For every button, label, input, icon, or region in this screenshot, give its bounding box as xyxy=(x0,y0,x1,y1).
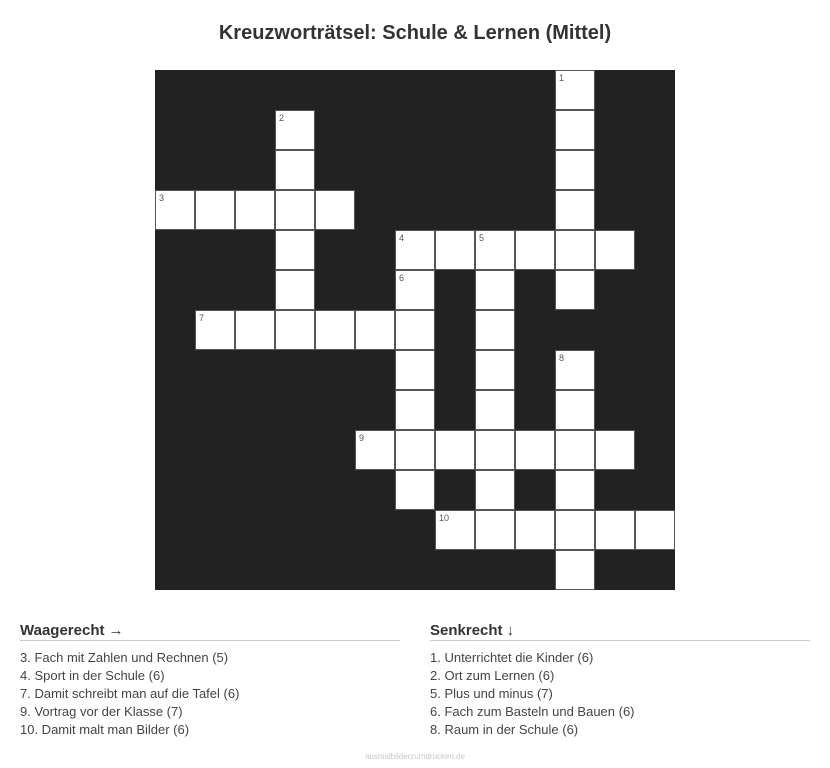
across-clue: 4. Sport in der Schule (6) xyxy=(20,668,165,683)
crossword-cell[interactable] xyxy=(475,230,515,270)
down-clues-section xyxy=(430,622,810,739)
down-clue: 1. Unterrichtet die Kinder (6) xyxy=(430,650,594,665)
crossword-cell[interactable] xyxy=(555,550,595,590)
crossword-cell[interactable] xyxy=(435,510,475,550)
down-clue: 5. Plus und minus (7) xyxy=(430,686,553,701)
down-clue: 2. Ort zum Lernen (6) xyxy=(430,668,555,683)
crossword-cell[interactable] xyxy=(515,430,555,470)
across-clue: 3. Fach mit Zahlen und Rechnen (5) xyxy=(20,650,229,665)
crossword-cell[interactable] xyxy=(155,190,195,230)
crossword-cell[interactable] xyxy=(555,350,595,390)
crossword-cell[interactable] xyxy=(555,470,595,510)
clue-number: 3 xyxy=(159,193,165,203)
crossword-cell[interactable] xyxy=(475,390,515,430)
crossword-cell[interactable] xyxy=(355,310,395,350)
arrow-right-icon: → xyxy=(108,622,124,639)
crossword-cell[interactable] xyxy=(275,110,315,150)
crossword-cell[interactable] xyxy=(395,430,435,470)
crossword-cell[interactable] xyxy=(435,430,475,470)
crossword-cell[interactable] xyxy=(475,470,515,510)
crossword-grid xyxy=(155,70,675,590)
crossword-cell[interactable] xyxy=(595,510,635,550)
crossword-cell[interactable] xyxy=(235,190,275,230)
crossword-cell[interactable] xyxy=(475,270,515,310)
crossword-cell[interactable] xyxy=(395,230,435,270)
down-heading-label: Senkrecht xyxy=(430,622,503,639)
arrow-down-icon: ↓ xyxy=(506,622,515,639)
clue-number: 1 xyxy=(559,73,565,83)
crossword-cell[interactable] xyxy=(275,270,315,310)
crossword-cell[interactable] xyxy=(555,390,595,430)
across-heading xyxy=(20,622,400,641)
down-clue-list xyxy=(430,649,810,739)
clue-number: 2 xyxy=(279,113,285,123)
crossword-cell[interactable] xyxy=(235,310,275,350)
crossword-cell[interactable] xyxy=(355,430,395,470)
crossword-cell[interactable] xyxy=(275,230,315,270)
clue-number: 9 xyxy=(359,433,365,443)
crossword-cell[interactable] xyxy=(555,510,595,550)
clue-number: 7 xyxy=(199,313,205,323)
crossword-cell[interactable] xyxy=(275,190,315,230)
crossword-cell[interactable] xyxy=(475,430,515,470)
clue-number: 6 xyxy=(399,273,405,283)
clue-number: 4 xyxy=(399,233,405,243)
crossword-cell[interactable] xyxy=(275,310,315,350)
crossword-cell[interactable] xyxy=(395,310,435,350)
across-clues-section xyxy=(20,622,400,739)
crossword-cell[interactable] xyxy=(515,230,555,270)
crossword-cell[interactable] xyxy=(275,150,315,190)
crossword-cell[interactable] xyxy=(555,190,595,230)
crossword-cell[interactable] xyxy=(555,150,595,190)
clue-number: 10 xyxy=(439,513,450,523)
across-clue: 7. Damit schreibt man auf die Tafel (6) xyxy=(20,686,240,701)
clue-number: 8 xyxy=(559,353,565,363)
crossword-cell[interactable] xyxy=(555,270,595,310)
down-clue: 8. Raum in der Schule (6) xyxy=(430,722,579,737)
crossword-cell[interactable] xyxy=(475,310,515,350)
crossword-cell[interactable] xyxy=(555,110,595,150)
puzzle-title: Kreuzworträtsel: Schule & Lernen (Mittel) xyxy=(218,22,612,44)
crossword-cell[interactable] xyxy=(315,310,355,350)
crossword-cell[interactable] xyxy=(555,430,595,470)
crossword-cell[interactable] xyxy=(195,190,235,230)
clue-number: 5 xyxy=(479,233,485,243)
across-clue: 9. Vortrag vor der Klasse (7) xyxy=(20,704,183,719)
across-heading-label: Waagerecht xyxy=(20,622,105,639)
crossword-cell[interactable] xyxy=(475,350,515,390)
crossword-cell[interactable] xyxy=(555,70,595,110)
crossword-cell[interactable] xyxy=(435,230,475,270)
crossword-cell[interactable] xyxy=(595,230,635,270)
crossword-cell[interactable] xyxy=(395,350,435,390)
crossword-cell[interactable] xyxy=(595,430,635,470)
across-clue: 10. Damit malt man Bilder (6) xyxy=(20,722,190,737)
crossword-cell[interactable] xyxy=(515,510,555,550)
crossword-cell[interactable] xyxy=(395,270,435,310)
crossword-cell[interactable] xyxy=(555,230,595,270)
down-heading xyxy=(430,622,810,641)
footer-credit: ausmalbilderzumdrucken.de xyxy=(364,752,466,761)
crossword-cell[interactable] xyxy=(395,470,435,510)
crossword-cell[interactable] xyxy=(395,390,435,430)
crossword-cell[interactable] xyxy=(635,510,675,550)
crossword-cell[interactable] xyxy=(315,190,355,230)
crossword-cell[interactable] xyxy=(475,510,515,550)
across-clue-list xyxy=(20,649,400,739)
down-clue: 6. Fach zum Basteln und Bauen (6) xyxy=(430,704,635,719)
crossword-cell[interactable] xyxy=(195,310,235,350)
